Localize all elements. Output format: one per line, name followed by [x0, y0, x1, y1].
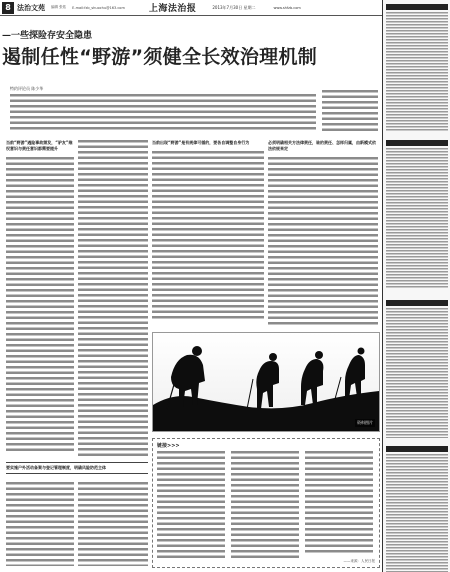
classified-ads-column [382, 0, 450, 572]
column-3-heading: 当前出现“野游”是有规律可循的，要各自调整自身行为 [152, 140, 250, 145]
section-2-heading: 要实施户外活动备案与登记管理制度，明确风险防范主体 [6, 462, 148, 474]
section-title: 法治文苑 [17, 3, 45, 12]
column-5 [322, 90, 378, 134]
column-4-heading: 必须明确相关方法律责任，谁的责任、怎样归属，由新模式依法依规来定 [268, 140, 376, 151]
lead-paragraph [10, 94, 316, 130]
article-kicker: —一些探险存安全隐患 [2, 31, 93, 41]
ad-block-3-text [386, 308, 448, 438]
column-2 [78, 140, 148, 458]
related-link-text-left [157, 451, 225, 561]
article-byline: 特约评论员 陈少华 [10, 86, 44, 91]
ad-block-3 [386, 300, 448, 438]
column-4 [268, 140, 378, 326]
ad-block-1-text [386, 12, 448, 132]
ad-block-2 [386, 140, 448, 288]
editor-email: E-mail:fzb_shuochu@163.com [72, 5, 125, 10]
related-link-text-right [305, 451, 373, 555]
hikers-silhouette [153, 333, 379, 431]
column-7-text [78, 482, 148, 566]
column-6 [6, 482, 74, 566]
column-1-text [6, 157, 74, 453]
column-3 [152, 140, 264, 326]
page-number: 8 [2, 2, 14, 14]
article-headline: 遏制任性“野游”须健全长效治理机制 [2, 46, 318, 68]
photo-credit: 资料图片 [357, 420, 373, 425]
ad-block-4-text [386, 454, 448, 572]
column-5-text [322, 90, 378, 134]
ad-block-1-title-bar [386, 4, 448, 10]
column-2-text [78, 140, 148, 458]
ad-block-4-title-bar [386, 446, 448, 452]
ad-block-2-text [386, 148, 448, 288]
hikers-photo [152, 332, 380, 432]
newspaper-masthead: 上海法治报 [148, 4, 197, 14]
website: www.shfzb.com [273, 5, 301, 10]
column-1-heading: 当前“野游”遇险事故频发，“驴友”维权意识与责任意识都需要提升 [6, 140, 73, 151]
related-link-box [152, 438, 380, 568]
column-7 [78, 482, 148, 566]
ad-block-3-title-bar [386, 300, 448, 306]
editor-credit: 编辑 张佑 [51, 5, 67, 9]
column-3-text [152, 151, 264, 321]
article-signoff: ——来源：人民日报 [343, 559, 375, 563]
column-1 [6, 140, 74, 458]
ad-block-4 [386, 446, 448, 572]
issue-date: 2013年7月30日 星期二 [212, 4, 256, 10]
related-link-text-middle [231, 451, 299, 561]
ad-block-1 [386, 4, 448, 132]
column-6-text [6, 482, 74, 566]
related-link-title: 链接>>> [157, 443, 180, 449]
ad-block-2-title-bar [386, 140, 448, 146]
column-4-text [268, 157, 378, 327]
